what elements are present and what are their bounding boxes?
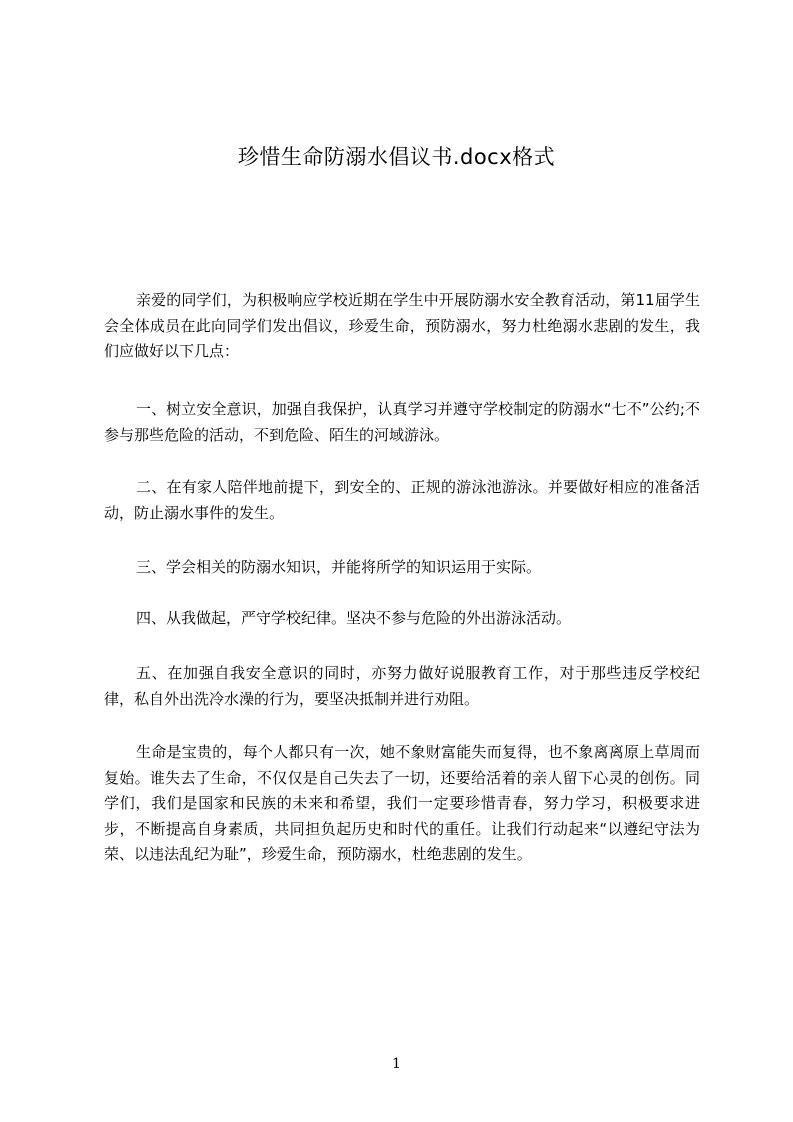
paragraph-point-3: 三、学会相关的防溺水知识，并能将所学的知识运用于实际。 <box>136 558 542 576</box>
paragraph-greeting: 亲爱的同学们，为积极响应学校近期在学生中开展防溺水安全教育活动，第11届学生会全体成员在此向同学们发出倡议，珍爱生命，预防溺水，努力杜绝溺水悲剧的发生，我们应做好以下几点： <box>104 291 700 360</box>
paragraph-point-4: 四、从我做起，严守学校纪律。坚决不参与危险的外出游泳活动。 <box>136 609 572 627</box>
document-title: 珍惜生命防溺水倡议书.docx格式 <box>237 145 556 169</box>
paragraph-point-2: 二、在有家人陪伴地前提下，到安全的、正规的游泳池游泳。并要做好相应的准备活动，防止溺水事件的发生。 <box>104 478 700 522</box>
page-number: 1 <box>392 1056 401 1072</box>
paragraph-point-1: 一、树立安全意识，加强自我保护，认真学习并遵守学校制定的防溺水“七不”公约;不参与那些危险的活动，不到危险、陌生的河域游泳。 <box>104 400 700 444</box>
paragraph-closing: 生命是宝贵的，每个人都只有一次，她不象财富能失而复得，也不象离离原上草周而复始。谁失去了生命，不仅仅是自己失去了一切，还要给活着的亲人留下心灵的创伤。同学们，我们是国家和民族的未来和希望，我们一定要珍惜青春，努力学习，积极要求进步，不断提高自身素质，共同担负起历史和时代的重任。让我们行动起来“以遵纪守法为荣、以违法乱纪为耻”，珍爱生命，预防溺水，杜绝悲剧的发生。 <box>104 743 700 863</box>
paragraph-point-5: 五、在加强自我安全意识的同时，亦努力做好说服教育工作，对于那些违反学校纪律，私自外出洗冷水澡的行为，要坚决抵制并进行劝阻。 <box>104 664 700 708</box>
